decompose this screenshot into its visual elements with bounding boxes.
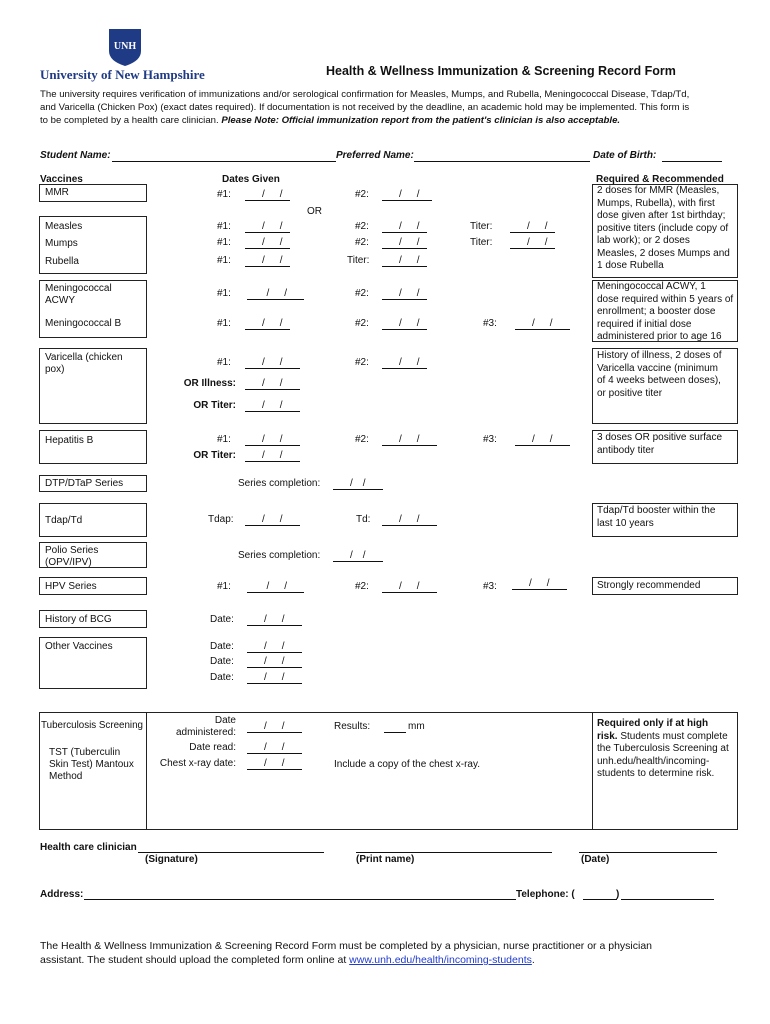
or-separator: OR bbox=[307, 206, 322, 217]
varicella-label bbox=[41, 350, 127, 378]
hepb-dose-3-date[interactable]: / / bbox=[517, 434, 568, 445]
dtp-label: DTP/DTaP Series bbox=[45, 478, 124, 489]
telephone-close: ) bbox=[616, 889, 620, 900]
tb-req-text-2: the Tuberculosis Screening at bbox=[597, 743, 729, 754]
tb-administered-label-1: Date bbox=[214, 715, 236, 726]
student-name-label: Student Name: bbox=[40, 150, 111, 161]
tdap-date[interactable]: / / bbox=[247, 514, 298, 525]
tb-req-bold: Required only if at high bbox=[597, 718, 709, 729]
telephone-label: Telephone: ( bbox=[516, 889, 575, 900]
polio-line-1: Polio Series bbox=[45, 545, 99, 556]
men-b-dose-1-label: #1: bbox=[217, 318, 231, 329]
tb-results-label: Results: bbox=[334, 721, 371, 732]
men-acwy-dose-1-label: #1: bbox=[217, 288, 231, 299]
other-date-1-label: Date: bbox=[210, 641, 234, 652]
mmr-requirements bbox=[597, 185, 730, 273]
varicella-requirement-line: or positive titer bbox=[597, 387, 663, 399]
mumps-label: Mumps bbox=[45, 238, 78, 249]
hepb-dose-1-date[interactable]: / / bbox=[247, 434, 298, 445]
tb-mm-unit: mm bbox=[408, 721, 425, 732]
tb-read-label: Date read: bbox=[189, 742, 236, 753]
other-date-3[interactable]: / / bbox=[249, 672, 300, 683]
mmr-requirement-line: positive titers (include copy of bbox=[597, 222, 729, 234]
measles-dose-1-label: #1: bbox=[217, 221, 231, 232]
hepb-titer-label: OR Titer: bbox=[193, 450, 236, 461]
vaccines-header: Vaccines bbox=[40, 174, 83, 185]
other-date-2-label: Date: bbox=[210, 656, 234, 667]
dates-header: Dates Given bbox=[222, 174, 280, 185]
tdap-requirement-line: last 10 years bbox=[597, 517, 654, 529]
rubella-titer-label: Titer: bbox=[347, 255, 370, 266]
tb-read-date[interactable]: / / bbox=[249, 742, 300, 753]
mmr-dose-1-date[interactable]: / / bbox=[247, 189, 288, 200]
polio-line-2: (OPV/IPV) bbox=[45, 557, 92, 568]
tb-req-line-2 bbox=[597, 731, 729, 744]
bcg-date[interactable]: / / bbox=[249, 614, 300, 625]
mmr-requirement-line: Measles, 2 doses Mumps and bbox=[597, 247, 730, 259]
other-date-1[interactable]: / / bbox=[249, 641, 300, 652]
varicella-line-2: pox) bbox=[45, 364, 65, 375]
address-field[interactable] bbox=[84, 899, 516, 900]
mumps-dose-1-label: #1: bbox=[217, 237, 231, 248]
tb-administered-label-2: administered: bbox=[175, 727, 236, 738]
men-requirement-line: Meningococcal ACWY, 1 bbox=[597, 281, 706, 292]
student-name-field[interactable] bbox=[112, 161, 336, 162]
bcg-date-label: Date: bbox=[210, 614, 234, 625]
measles-titer-label: Titer: bbox=[470, 221, 493, 232]
chest-xray-label: Chest x-ray date: bbox=[159, 758, 236, 769]
chest-xray-date[interactable]: / / bbox=[249, 758, 300, 769]
chest-xray-note: Include a copy of the chest x-ray. bbox=[334, 759, 481, 770]
tdap-date-label: Tdap: bbox=[208, 514, 234, 525]
logo-mark: UNH bbox=[113, 41, 137, 52]
preferred-name-field[interactable] bbox=[414, 161, 590, 162]
rubella-dose-1-label: #1: bbox=[217, 255, 231, 266]
mumps-dose-2-label: #2: bbox=[355, 237, 369, 248]
measles-dose-2-label: #2: bbox=[355, 221, 369, 232]
tst-line-1: TST (Tuberculin bbox=[49, 747, 121, 758]
intro-line-1: The university requires verification of immunizations and/or serological confirmation for Measles, Mumps, and Rubella, Meningococcal Disease, Tdap/Td, bbox=[40, 89, 690, 100]
men-acwy-label bbox=[41, 281, 116, 309]
other-date-3-label: Date: bbox=[210, 672, 234, 683]
men-b-dose-3-label: #3: bbox=[483, 318, 497, 329]
mmr-dose-2-date[interactable]: / / bbox=[384, 189, 430, 200]
polio-series-label: Series completion: bbox=[238, 550, 321, 561]
mmr-label: MMR bbox=[45, 187, 69, 198]
men-acwy-line-2: ACWY bbox=[45, 295, 75, 306]
required-header: Required & Recommended bbox=[596, 174, 724, 185]
hepb-dose-2-date[interactable]: / / bbox=[384, 434, 435, 445]
measles-dose-2-date[interactable]: / / bbox=[384, 221, 425, 232]
varicella-dose-2-label: #2: bbox=[355, 357, 369, 368]
mmr-requirement-line: dose given after 1st birthday; bbox=[597, 210, 726, 221]
hepb-requirements bbox=[597, 432, 722, 457]
print-name-field[interactable] bbox=[356, 852, 552, 853]
intro-text-3: to be completed by a health care clinician. bbox=[40, 115, 219, 126]
mmr-requirement-line: 1 dose Rubella bbox=[597, 260, 664, 271]
men-acwy-dose-1-date[interactable]: / / bbox=[249, 288, 303, 299]
varicella-titer-label: OR Titer: bbox=[193, 400, 236, 411]
hpv-dose-3-date[interactable]: / / bbox=[514, 578, 565, 589]
varicella-titer-date[interactable]: / / bbox=[247, 400, 298, 411]
tdap-requirement-line: Tdap/Td booster within the bbox=[597, 505, 716, 516]
varicella-dose-1-label: #1: bbox=[217, 357, 231, 368]
incoming-students-link[interactable]: www.unh.edu/health/incoming-students bbox=[349, 954, 532, 966]
tdap-label: Tdap/Td bbox=[45, 515, 83, 526]
hepb-requirement-line: antibody titer bbox=[597, 444, 655, 456]
footer-note-2-text: assistant. The student should upload the completed form online at bbox=[40, 954, 347, 966]
mmr-dose-2-label: #2: bbox=[355, 189, 369, 200]
measles-dose-1-date[interactable]: / / bbox=[247, 221, 288, 232]
men-b-dose-3-date[interactable]: / / bbox=[517, 318, 568, 329]
dtp-series-label: Series completion: bbox=[238, 478, 321, 489]
men-requirement-line: dose required within 5 years of bbox=[597, 293, 734, 305]
varicella-illness-label: OR Illness: bbox=[183, 378, 236, 389]
footer-note-1: The Health & Wellness Immunization & Screening Record Form must be completed by a physician, nurse practitioner or a physician bbox=[40, 940, 653, 952]
other-date-2[interactable]: / / bbox=[249, 656, 300, 667]
hpv-dose-1-label: #1: bbox=[217, 581, 231, 592]
varicella-requirement-line: of 4 weeks between doses), bbox=[597, 375, 721, 386]
footer-note-2 bbox=[40, 954, 535, 967]
form-title: Health & Wellness Immunization & Screening Record Form bbox=[326, 64, 676, 78]
hepb-requirement-line: 3 doses OR positive surface bbox=[597, 432, 723, 443]
hepb-dose-3-label: #3: bbox=[483, 434, 497, 445]
mmr-dose-1-label: #1: bbox=[217, 189, 231, 200]
mmr-requirement-line: 2 doses for MMR (Measles, bbox=[597, 185, 720, 196]
varicella-requirement-line: Varicella vaccine (minimum bbox=[597, 362, 718, 374]
hepb-label: Hepatitis B bbox=[45, 435, 94, 446]
date-caption: (Date) bbox=[581, 854, 610, 865]
tst-line-3: Method bbox=[49, 771, 83, 782]
polio-label bbox=[41, 543, 102, 571]
mumps-titer-date[interactable]: / / bbox=[512, 237, 553, 248]
measles-label: Measles bbox=[45, 221, 83, 232]
hpv-label: HPV Series bbox=[45, 581, 97, 592]
polio-series-date[interactable]: / / bbox=[335, 550, 381, 561]
print-name-caption: (Print name) bbox=[356, 854, 415, 865]
telephone-number-field[interactable] bbox=[621, 899, 714, 900]
men-b-dose-2-label: #2: bbox=[355, 318, 369, 329]
men-acwy-dose-2-date[interactable]: / / bbox=[384, 288, 425, 299]
mmr-requirement-line: lab work); or 2 doses bbox=[597, 235, 690, 246]
hpv-dose-1-date[interactable]: / / bbox=[249, 581, 303, 592]
men-b-dose-2-date[interactable]: / / bbox=[384, 318, 425, 329]
td-date[interactable]: / / bbox=[384, 514, 435, 525]
preferred-name-label: Preferred Name: bbox=[336, 150, 414, 161]
intro-line-2: and Varicella (Chicken Pox) (exact dates required). If documentation is not received by the deadline, an academic hold may be implemented. This form is bbox=[40, 102, 690, 113]
other-label: Other Vaccines bbox=[45, 641, 113, 652]
tb-req-text-4: students to determine risk. bbox=[597, 768, 715, 779]
tb-administered-date[interactable]: / / bbox=[249, 721, 300, 732]
men-b-label: Meningococcal B bbox=[45, 318, 122, 329]
signature-field[interactable] bbox=[138, 852, 324, 853]
dob-label: Date of Birth: bbox=[593, 150, 657, 161]
tb-req-text-1: Students must complete bbox=[620, 730, 728, 742]
rubella-label: Rubella bbox=[45, 256, 79, 267]
rubella-dose-1-date[interactable]: / / bbox=[247, 255, 288, 266]
men-requirement-line: enrollment; a booster dose bbox=[597, 306, 716, 317]
men-acwy-line-1: Meningococcal bbox=[45, 283, 112, 294]
men-requirement-line: administered prior to age 16 bbox=[597, 331, 722, 342]
telephone-area-field[interactable] bbox=[583, 899, 617, 900]
tb-label: Tuberculosis Screening bbox=[41, 720, 144, 731]
mmr-requirement-line: Mumps, Rubella), with first bbox=[597, 197, 715, 209]
td-date-label: Td: bbox=[356, 514, 371, 525]
mumps-dose-2-date[interactable]: / / bbox=[384, 237, 425, 248]
tdap-requirements bbox=[597, 505, 715, 530]
intro-note: Please Note: Official immunization report from the patient's clinician is also acceptable. bbox=[221, 115, 621, 126]
footer-period: . bbox=[531, 954, 535, 966]
varicella-dose-1-date[interactable]: / / bbox=[247, 357, 298, 368]
dob-field[interactable] bbox=[662, 161, 722, 162]
signature-caption: (Signature) bbox=[145, 854, 198, 865]
mumps-titer-label: Titer: bbox=[470, 237, 493, 248]
tb-results-field[interactable] bbox=[384, 732, 406, 733]
hepb-dose-1-label: #1: bbox=[217, 434, 231, 445]
varicella-requirements bbox=[597, 350, 722, 400]
tst-label bbox=[45, 745, 138, 785]
intro-line-3 bbox=[40, 115, 620, 127]
tb-requirements bbox=[597, 718, 729, 781]
hepb-dose-2-label: #2: bbox=[355, 434, 369, 445]
university-name: University of New Hampshire bbox=[40, 67, 205, 82]
mumps-dose-1-date[interactable]: / / bbox=[247, 237, 288, 248]
measles-titer-date[interactable]: / / bbox=[512, 221, 553, 232]
clinician-label: Health care clinician bbox=[40, 842, 137, 853]
rubella-titer-date[interactable]: / / bbox=[384, 255, 425, 266]
bcg-label: History of BCG bbox=[45, 614, 112, 625]
dtp-series-date[interactable]: / / bbox=[335, 478, 381, 489]
hpv-requirements bbox=[597, 580, 700, 593]
varicella-requirement-line: History of illness, 2 doses of bbox=[597, 350, 722, 361]
hpv-requirement-line: Strongly recommended bbox=[597, 580, 701, 591]
hpv-dose-2-date[interactable]: / / bbox=[384, 581, 435, 592]
varicella-illness-date[interactable]: / / bbox=[247, 378, 298, 389]
men-b-dose-1-date[interactable]: / / bbox=[247, 318, 288, 329]
tb-req-text-3: unh.edu/health/incoming- bbox=[597, 755, 710, 767]
tb-req-bold-2: risk. bbox=[597, 730, 618, 742]
hpv-dose-2-label: #2: bbox=[355, 581, 369, 592]
men-requirements bbox=[597, 281, 733, 344]
unh-shield-logo bbox=[107, 27, 143, 67]
men-requirement-line: required if initial dose bbox=[597, 318, 692, 330]
varicella-dose-2-date[interactable]: / / bbox=[384, 357, 425, 368]
hepb-titer-date[interactable]: / / bbox=[247, 450, 298, 461]
address-label: Address: bbox=[40, 889, 84, 900]
hpv-dose-3-label: #3: bbox=[483, 581, 497, 592]
men-acwy-dose-2-label: #2: bbox=[355, 288, 369, 299]
tst-line-2: Skin Test) Mantoux bbox=[49, 759, 134, 770]
varicella-line-1: Varicella (chicken bbox=[45, 352, 123, 363]
date-signed-field[interactable] bbox=[579, 852, 717, 853]
